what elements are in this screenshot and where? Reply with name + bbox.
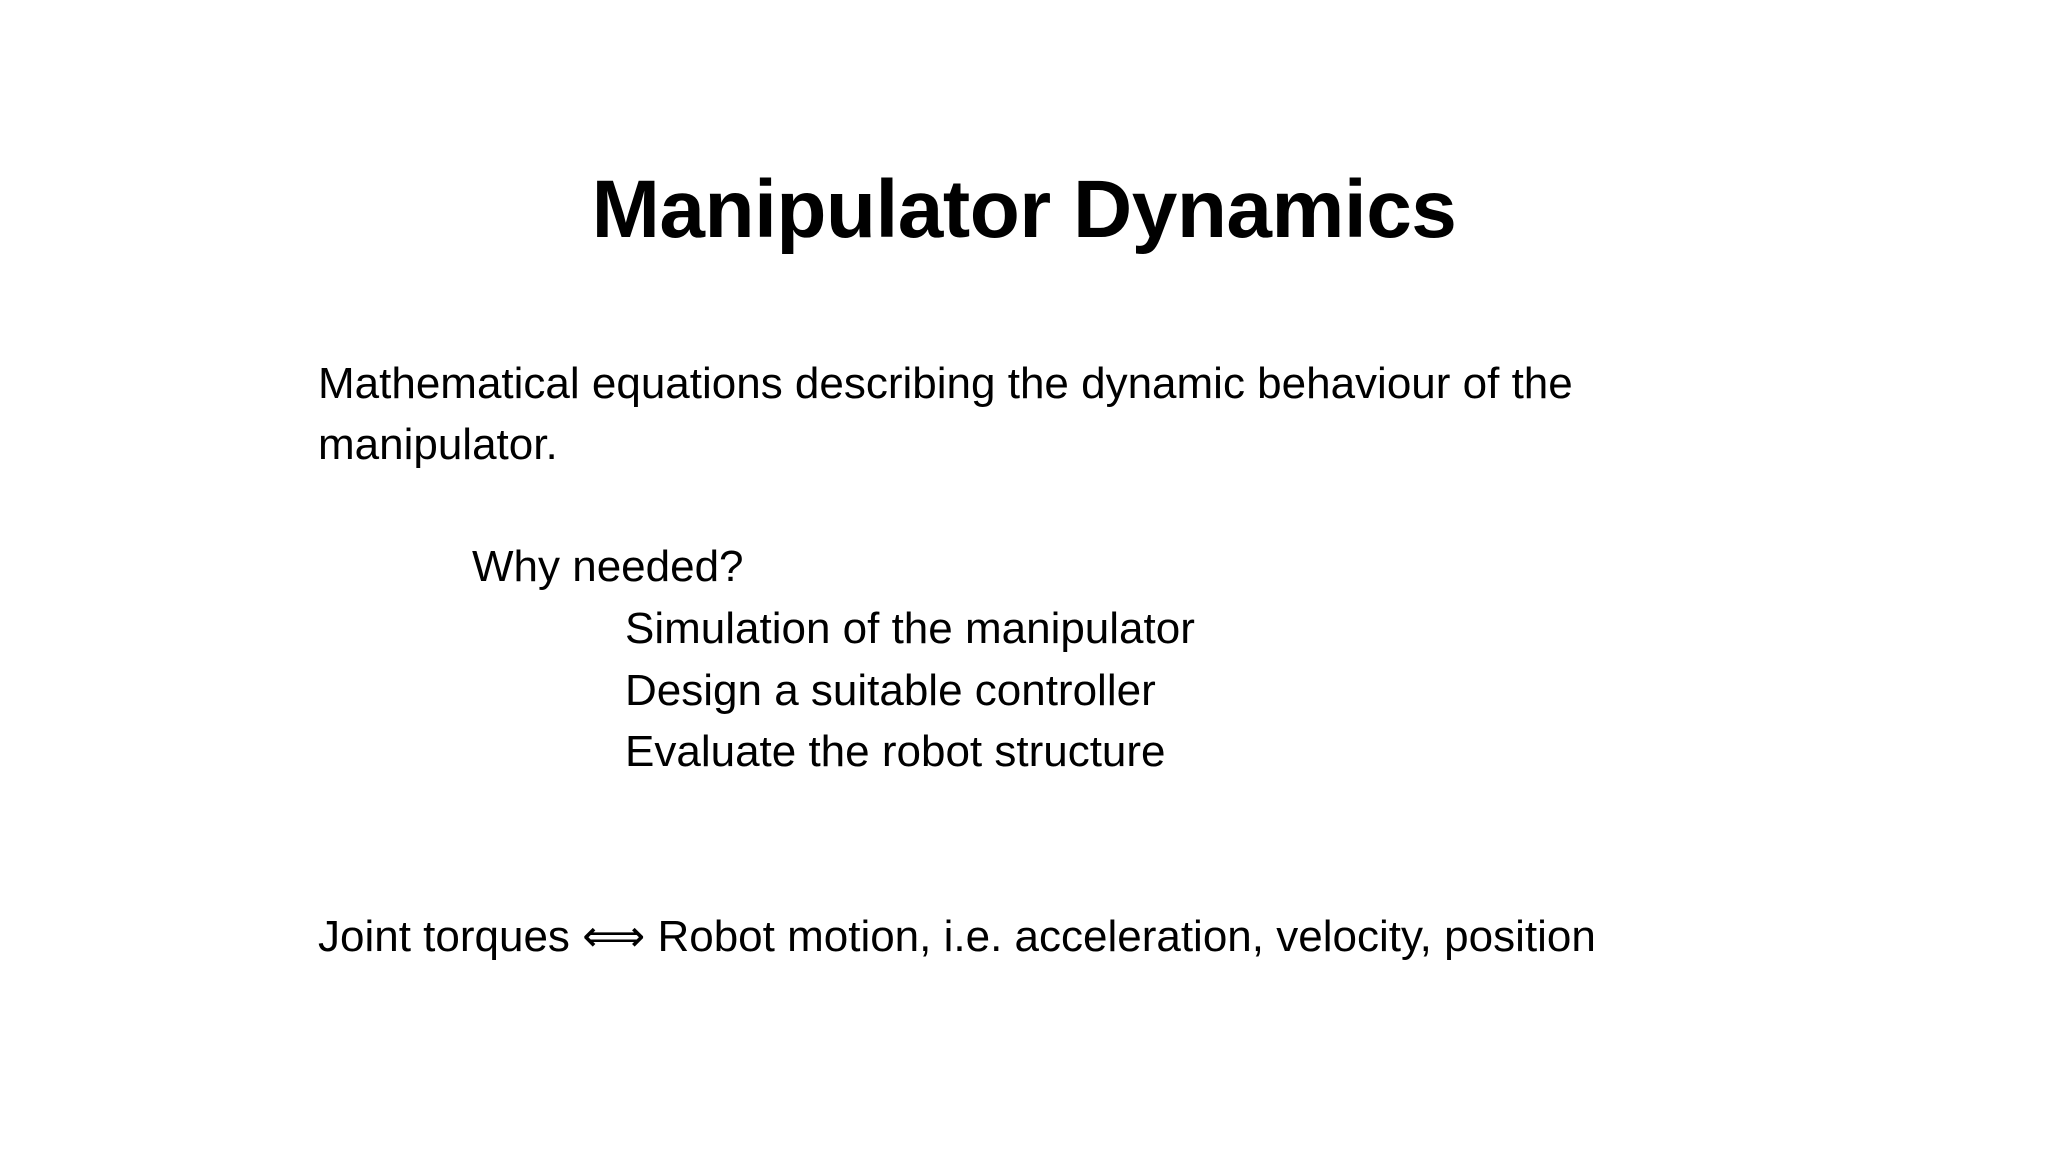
intro-paragraph: Mathematical equations describing the dynamic behaviour of the manipulator. (318, 359, 1573, 469)
torque-motion-relation: Joint torques ⟺ Robot motion, i.e. acceleration, velocity, position (318, 912, 1596, 961)
reason-item: Simulation of the manipulator (625, 604, 1195, 653)
why-needed-heading: Why needed? (472, 542, 744, 591)
reason-item: Design a suitable controller (625, 666, 1156, 715)
slide-title: Manipulator Dynamics (591, 164, 1457, 255)
reason-item: Evaluate the robot structure (625, 727, 1166, 776)
